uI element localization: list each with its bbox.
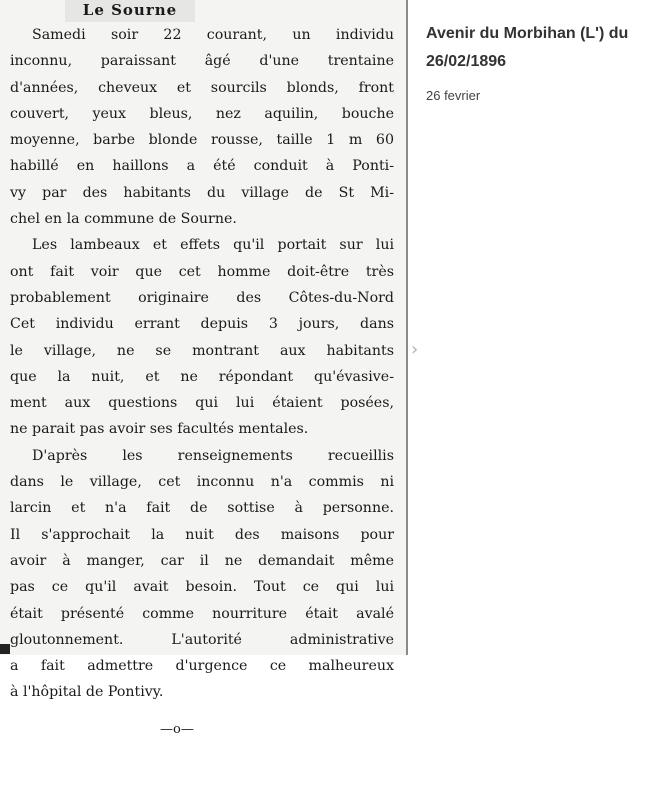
article-line: pas ce qu'il avait besoin. Tout ce qui lui [10,579,394,596]
article-line: à l'hôpital de Pontivy. [10,684,164,701]
article-text [10,0,394,706]
article-line: moyenne, barbe blonde rousse, taille 1 m 60 [10,132,394,149]
article-line: dans le village, cet inconnu n'a commis ni [10,474,394,491]
article-line: habillé en haillons a été conduit à Ponti- [10,158,394,175]
article-line: a fait admettre d'urgence ce malheureux [10,658,394,675]
article-line: vy par des habitants du village de St Mi- [10,184,394,201]
article-headline: Le Sourne [65,0,195,22]
source-date: 26 fevrier [426,88,481,103]
article-line: ont fait voir que cet homme doit-être très [10,263,394,280]
article-line: gloutonnement. L'autorité administrative [10,631,394,648]
article-line: Cet individu errant depuis 3 jours, dans [10,316,394,333]
article-line: inconnu, paraissant âgé d'une trentaine [10,53,394,70]
source-info [426,20,641,103]
clipping-edge [406,0,408,655]
article-line: probablement originaire des Côtes-du-Nord [10,289,394,306]
article-line: chel en la commune de Sourne. [10,211,237,228]
article-separator: —o— [160,722,194,737]
article-line: Il s'approchait la nuit des maisons pour [10,526,394,543]
article-line: le village, ne se montrant aux habitants [10,342,394,359]
article-line: d'années, cheveux et sourcils blonds, front [10,79,394,96]
article-line: Les lambeaux et effets qu'il portait sur lui [32,237,394,254]
article-line: était présenté comme nourriture était avalé [10,605,394,622]
article-line: couvert, yeux bleus, nez aquilin, bouche [10,105,394,122]
source-title: Avenir du Morbihan (L') du 26/02/1896 [426,25,629,70]
article-line: Samedi soir 22 courant, un individu [32,27,394,43]
article-line: larcin et n'a fait de sottise à personne. [10,500,394,517]
article-line: ment aux questions qui lui étaient posées, [10,395,394,412]
clipping-marker [0,644,10,654]
chevron-right-icon[interactable]: › [411,339,419,360]
article-line: ne parait pas avoir ses facultés mentales. [10,421,309,438]
article-line: que la nuit, et ne répondant qu'évasive- [10,368,394,385]
article-line: avoir à manger, car il ne demandait même [10,552,394,569]
article-line: D'après les renseignements recueillis [32,447,394,464]
